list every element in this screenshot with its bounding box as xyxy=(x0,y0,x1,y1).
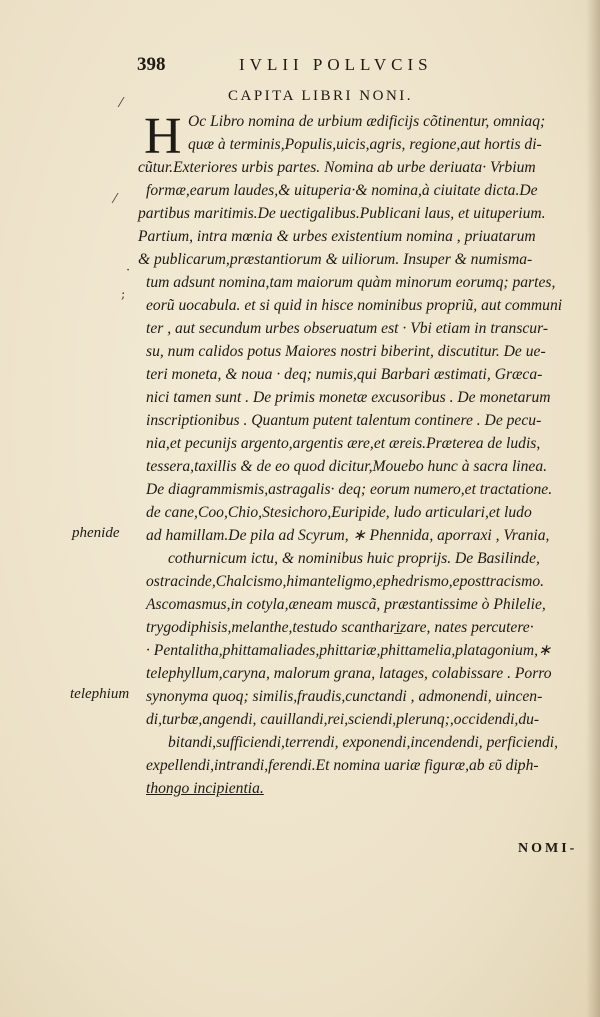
text-line: eorũ uocabula. et si quid in hisce nominibus propriũ, aut communi xyxy=(146,297,563,314)
margin-note-left: phenide xyxy=(72,525,120,541)
text-line: formæ,earum laudes,& uituperia·& nomina,à ciuitate dicta.De xyxy=(146,182,538,199)
text-line: & publicarum,præstantiorum & uiliorum. Insuper & numisma- xyxy=(138,251,533,268)
text-line: ostracinde,Chalcismo,himanteligmo,ephedrismo,eposttracismo. xyxy=(146,573,545,590)
text-line: inscriptionibus . Quantum putent talentum continere . De pecu- xyxy=(146,412,542,429)
running-head xyxy=(137,54,522,78)
text-line: bitandi,sufficiendi,terrendi, exponendi,incendendi, perficiendi, xyxy=(168,734,559,751)
text-line: De diagrammismis,astragalis· deq; eorum numero,et tractatione. xyxy=(146,481,553,498)
text-line: expellendi,intrandi,ferendi.Et nomina uariæ figuræ,ab εῦ diph- xyxy=(146,757,539,774)
text-line: Oc Libro nomina de urbium ædificijs cõtinentur, omniaq; xyxy=(188,113,546,130)
text-line: ter , aut secundum urbes obseruatum est · Vbi etiam in transcur- xyxy=(146,320,549,337)
margin-mark: ⁄ xyxy=(120,96,123,111)
text-line: nici tamen sunt . De primis monetæ excusoribus . De monetarum xyxy=(146,389,551,406)
text-line: thongo incipientia. xyxy=(146,780,264,797)
margin-mark: ⁄ xyxy=(114,192,117,207)
text-line: cũtur.Exteriores urbis partes. Nomina ab urbe deriuata· Vrbium xyxy=(138,159,536,176)
chapter-heading: CAPITA LIBRI NONI. xyxy=(228,88,414,104)
text-line: Ascomasmus,in cotyla,æneam muscã, præstantissime ò Philelie, xyxy=(146,596,546,613)
text-line: teri moneta, & noua · deq; numis,qui Barbari æstimati, Græca- xyxy=(146,366,543,383)
page-number: 398 xyxy=(137,54,166,75)
margin-note-left: telephium xyxy=(70,686,130,702)
text-line: partibus maritimis.De uectigalibus.Publicani laus, et uituperium. xyxy=(138,205,546,222)
text-line: de cane,Coo,Chio,Stesichoro,Euripide, ludo articulari,et ludo xyxy=(146,504,532,521)
text-line: trygodiphisis,melanthe,testudo scanthari̲zare, nates percutere· xyxy=(146,619,534,636)
drop-cap: H xyxy=(144,108,182,165)
text-line: cothurnicum ictu, & nominibus huic proprijs. De Basilinde, xyxy=(168,550,540,567)
text-line: tum adsunt nomina,tam maiorum quàm minorum eorumq; partes, xyxy=(146,274,556,291)
text-line: telephyllum,caryna, malorum grana, latages, colabissare . Porro xyxy=(146,665,552,682)
text-line: Partium, intra mœnia & urbes existentium nomina , priuatarum xyxy=(138,228,536,245)
margin-mark: · xyxy=(126,263,131,278)
page-gutter-shadow xyxy=(586,0,600,1017)
text-line: di,turbæ,angendi, cauillandi,rei,sciendi,plerunq;,occidendi,du- xyxy=(146,711,540,728)
text-line: ad hamillam.De pila ad Scyrum, ∗ Phennida, aporraxi , Vrania, xyxy=(146,527,550,544)
text-line: · Pentalitha,phittamaliades,phittariæ,phittamelia,platagonium,∗ xyxy=(146,642,552,659)
margin-mark: ; xyxy=(121,287,126,302)
text-line: su, num calidos potus Maiores nostri biberint, discutitur. De ue- xyxy=(146,343,546,360)
catchword: NOMI- xyxy=(518,841,578,856)
text-line: quæ à terminis,Populis,uicis,agris, regione,aut hortis di- xyxy=(188,136,542,153)
text-block xyxy=(138,108,586,800)
running-title: IVLII POLLVCIS xyxy=(239,55,433,74)
text-line: tessera,taxillis & de eo quod dicitur,Mouebo hunc à sacra linea. xyxy=(146,458,548,475)
text-line: synonyma quoq; similis,fraudis,cunctandi , admonendi, uincen- xyxy=(146,688,543,705)
text-line: nia,et pecunijs argento,argentis ære,et æreis.Præterea de ludis, xyxy=(146,435,541,452)
